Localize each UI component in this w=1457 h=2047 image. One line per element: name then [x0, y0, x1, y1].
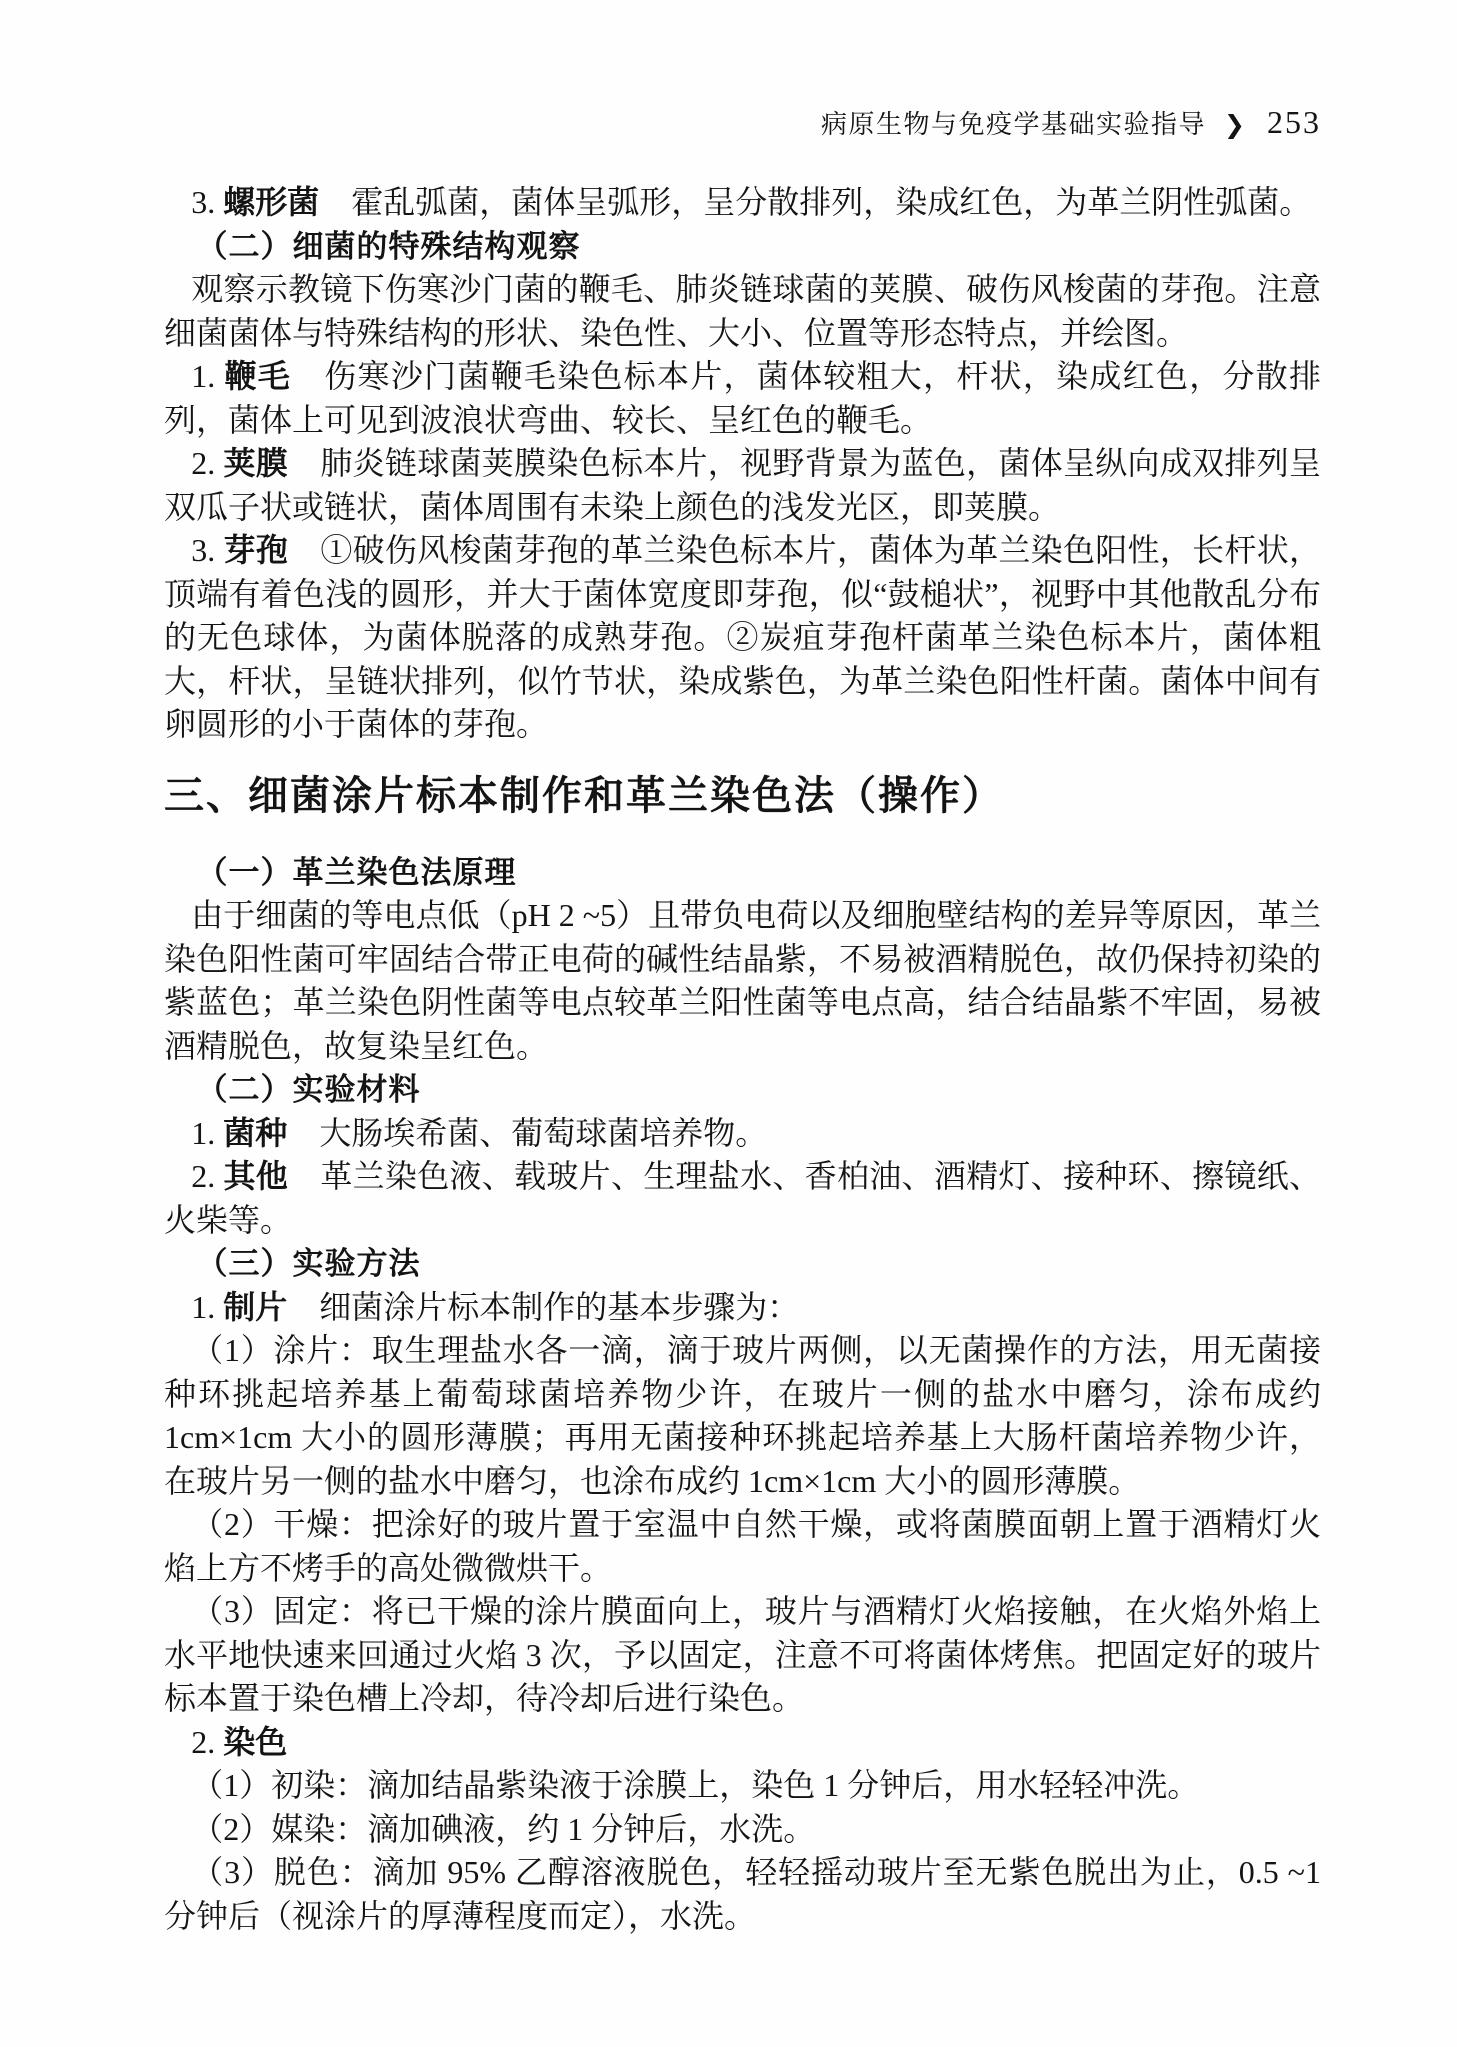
subsection-heading: （二）细菌的特殊结构观察 [196, 228, 581, 264]
bold-term: 芽孢 [223, 532, 289, 568]
text-run: 1. [191, 1114, 224, 1151]
text-run: 伤寒沙门菌鞭毛染色标本片，菌体较粗大，杆状，染成红色，分散排列，菌体上可见到波浪状弯曲、较长、呈红色的鞭毛。 [164, 358, 1322, 438]
text-run: 观察示教镜下伤寒沙门菌的鞭毛、肺炎链球菌的荚膜、破伤风梭菌的芽孢。注意细菌菌体与特殊结构的形状、染色性、大小、位置等形态特点，并绘图。 [164, 271, 1321, 351]
subsection-heading: （二）实验材料 [196, 1072, 421, 1107]
text-run: （1）涂片：取生理盐水各一滴，滴于玻片两侧，以无菌操作的方法，用无菌接种环挑起培养基上葡萄球菌培养物少许，在玻片一侧的盐水中磨匀，涂布成约 1cm×1cm 大小的圆形薄膜；再用无菌接种环挑起培养基上大肠杆菌培养物少许，在玻片另一侧的盐水中磨匀，也涂布成约 1cm×1cm 大小的圆形薄膜。 [164, 1332, 1321, 1499]
running-header [164, 104, 1321, 141]
paragraph [164, 894, 1321, 1068]
paragraph [164, 268, 1321, 355]
running-head-title: 病原生物与免疫学基础实验指导 [821, 110, 1207, 139]
paragraph [164, 1112, 1321, 1156]
page-number: 253 [1267, 104, 1321, 140]
bold-term: 菌种 [223, 1114, 288, 1151]
bold-term: 其他 [223, 1158, 289, 1194]
paragraph [164, 1503, 1321, 1590]
subsection-heading: （一）革兰染色法原理 [196, 854, 517, 890]
text-run: 1. [191, 358, 225, 394]
chevron-right-icon: ❯ [1224, 110, 1245, 139]
subsection-heading: （三）实验方法 [196, 1246, 421, 1281]
paragraph [164, 442, 1321, 529]
text-run: 由于细菌的等电点低（pH 2 ~5）且带负电荷以及细胞壁结构的差异等原因，革兰染色阳性菌可牢固结合带正电荷的碱性结晶紫，不易被酒精脱色，故仍保持初染的紫蓝色；革兰染色阴性菌等电点较革兰阳性菌等电点高，结合结晶紫不牢固，易被酒精脱色，故复染呈红色。 [164, 897, 1321, 1064]
bold-term: 染色 [223, 1723, 288, 1760]
text-run: （2）干燥：把涂好的玻片置于室温中自然干燥，或将菌膜面朝上置于酒精灯火焰上方不烤手的高处微微烘干。 [164, 1506, 1321, 1586]
text-run: 霍乱弧菌，菌体呈弧形，呈分散排列，染成红色，为革兰阴性弧菌。 [319, 184, 1312, 220]
paragraph [164, 1590, 1321, 1721]
text-run: （2）媒染：滴加碘液，约 1 分钟后，水洗。 [191, 1810, 816, 1847]
text-run: （3）脱色：滴加 95% 乙醇溶液脱色，轻轻摇动玻片至无紫色脱出为止，0.5 ~1 分钟后（视涂片的厚薄程度而定），水洗。 [164, 1854, 1321, 1934]
section-heading: 三、细菌涂片标本制作和革兰染色法（操作） [164, 773, 1004, 818]
paragraph [164, 1851, 1321, 1938]
paragraph [164, 1329, 1321, 1503]
bold-term: 螺形菌 [223, 184, 320, 220]
bold-term: 鞭毛 [224, 358, 292, 394]
paragraph [164, 529, 1321, 747]
paragraph [164, 1721, 1321, 1765]
paragraph [164, 181, 1321, 225]
text-run: （3）固定：将已干燥的涂片膜面向上，玻片与酒精灯火焰接触，在火焰外焰上水平地快速来回通过火焰 3 次，予以固定，注意不可将菌体烤焦。把固定好的玻片标本置于染色槽上冷却，待冷却后进行染色。 [164, 1593, 1321, 1716]
bold-term: 制片 [223, 1288, 288, 1325]
text-run: ①破伤风梭菌芽孢的革兰染色标本片，菌体为革兰染色阳性，长杆状，顶端有着色浅的圆形，并大于菌体宽度即芽孢，似“鼓槌状”，视野中其他散乱分布的无色球体，为菌体脱落的成熟芽孢。②炭疽芽孢杆菌革兰染色标本片，菌体粗大，杆状，呈链状排列，似竹节状，染成紫色，为革兰染色阳性杆菌。菌体中间有卵圆形的小于菌体的芽孢。 [164, 532, 1321, 742]
text-run: 2. [191, 1723, 224, 1760]
document-body [164, 181, 1321, 1938]
paragraph [164, 1155, 1321, 1242]
text-run: 细菌涂片标本制作的基本步骤为： [287, 1288, 800, 1325]
text-run: 肺炎链球菌荚膜染色标本片，视野背景为蓝色，菌体呈纵向成双排列呈双瓜子状或链状，菌体周围有未染上颜色的浅发光区，即荚膜。 [164, 445, 1321, 525]
text-run: 2. [191, 445, 224, 481]
text-run: 3. [191, 184, 224, 220]
paragraph [164, 1286, 1321, 1330]
text-run: （1）初染：滴加结晶紫染液于涂膜上，染色 1 分钟后，用水轻轻冲洗。 [191, 1767, 1200, 1803]
text-run: 3. [191, 532, 224, 568]
paragraph [164, 1808, 1321, 1852]
paragraph [164, 1764, 1321, 1808]
bold-term: 荚膜 [223, 445, 289, 481]
text-run: 2. [191, 1158, 224, 1194]
text-run: 大肠埃希菌、葡萄球菌培养物。 [287, 1114, 768, 1151]
text-run: 1. [191, 1288, 224, 1325]
text-run: 革兰染色液、载玻片、生理盐水、香柏油、酒精灯、接种环、擦镜纸、火柴等。 [164, 1158, 1321, 1238]
paragraph [164, 355, 1321, 442]
